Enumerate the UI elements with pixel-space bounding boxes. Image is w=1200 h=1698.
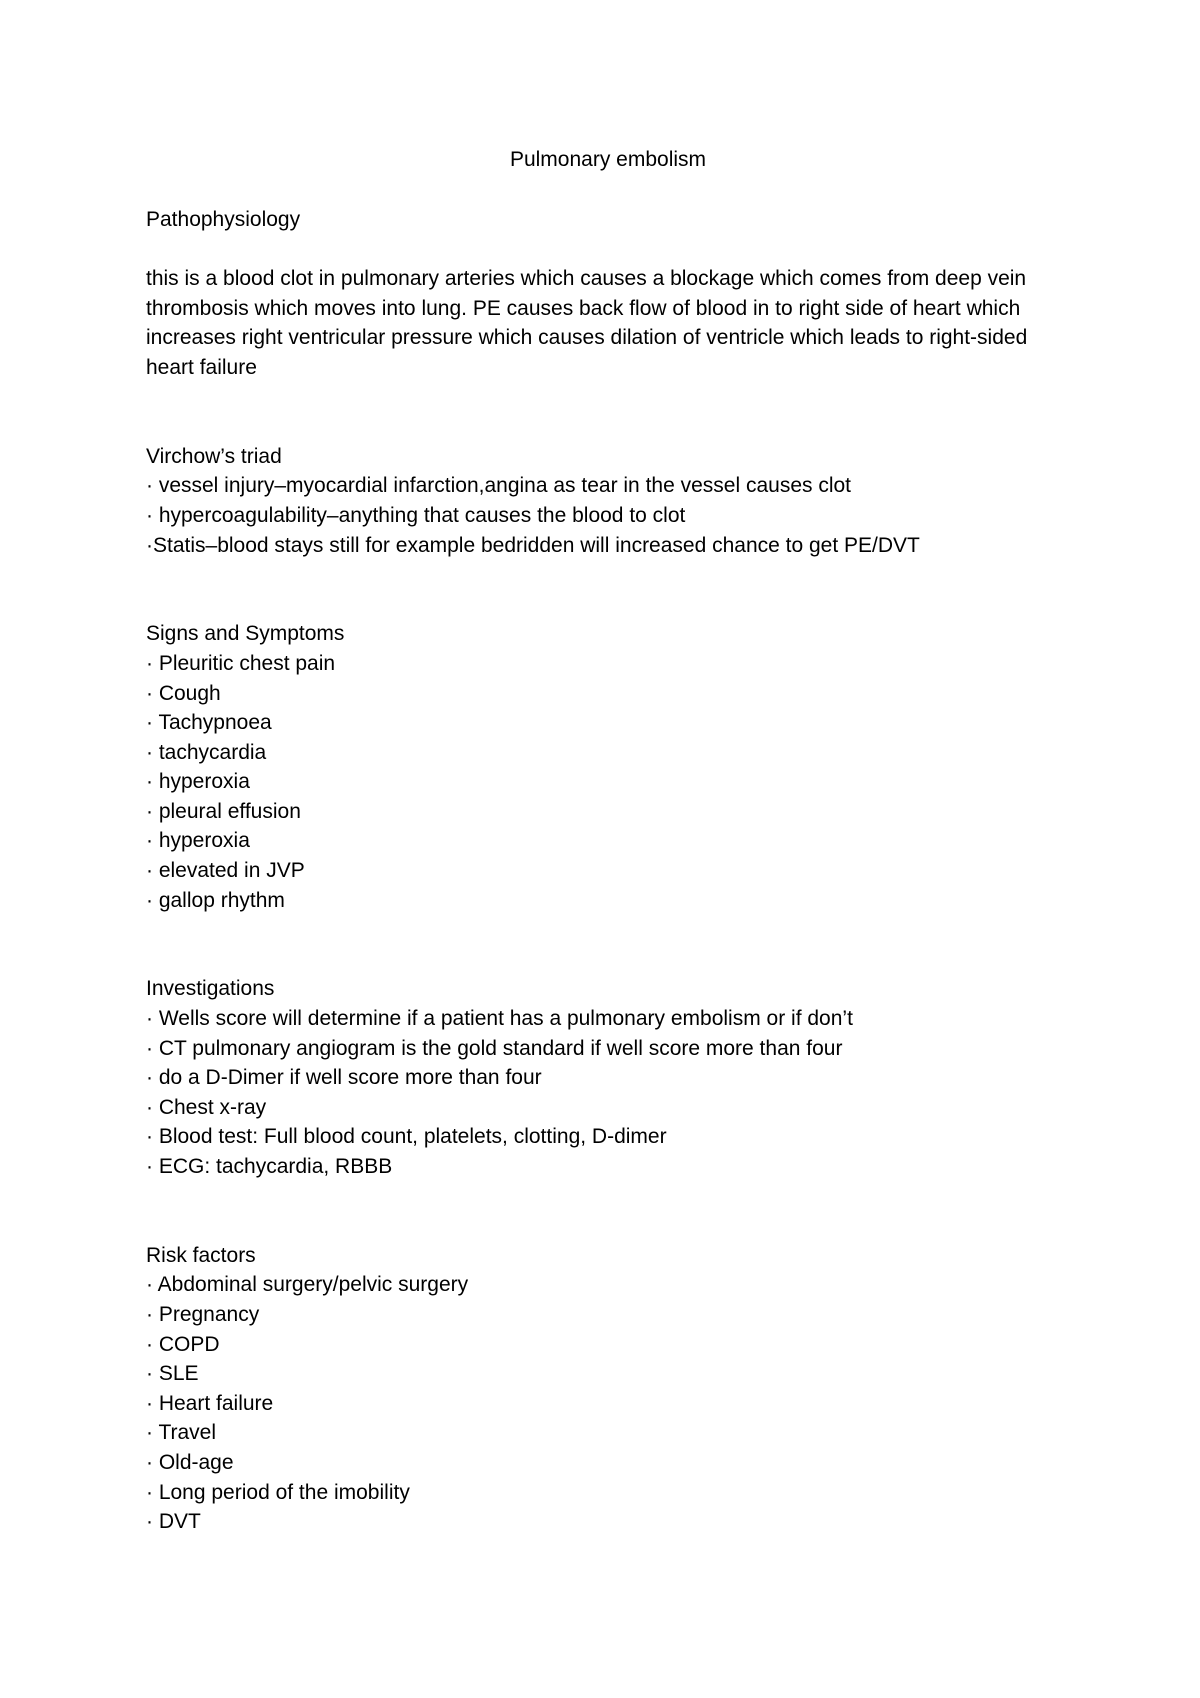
investigations-item: · Blood test: Full blood count, platelets, clotting, D-dimer [146, 1125, 667, 1149]
spacer [146, 560, 1076, 619]
signs-heading: Signs and Symptoms [146, 622, 345, 646]
risk-factor-item: · Pregnancy [146, 1302, 260, 1326]
investigations-item: · CT pulmonary angiogram is the gold standard if well score more than four [146, 1036, 843, 1060]
risk-factor-item: · Heart failure [146, 1391, 274, 1415]
signs-list [146, 649, 1076, 915]
risk-factor-item: · Travel [146, 1421, 217, 1445]
signs-item: · tachycardia [146, 740, 267, 764]
risk-factor-item: · COPD [146, 1332, 220, 1356]
risk-factor-item: · Abdominal surgery/pelvic surgery [146, 1273, 469, 1297]
spacer [146, 915, 1076, 974]
virchow-heading: Virchow’s triad [146, 444, 282, 468]
signs-item: · hyperoxia [146, 770, 250, 794]
pathophysiology-heading: Pathophysiology [146, 208, 301, 231]
risk-factor-item: · SLE [146, 1362, 199, 1386]
risk-factors-list [146, 1270, 1076, 1536]
investigations-list [146, 1004, 1076, 1182]
document-title: Pulmonary embolism [509, 148, 707, 171]
document-body [146, 205, 1076, 1537]
virchow-item: · vessel injury–myocardial infarction,angina as tear in the vessel causes clot [146, 474, 852, 498]
risk-factor-item: · Long period of the imobility [146, 1480, 410, 1504]
spacer [146, 235, 1076, 265]
risk-factors-heading: Risk factors [146, 1243, 256, 1267]
investigations-item: · ECG: tachycardia, RBBB [146, 1155, 393, 1178]
investigations-item: · Wells score will determine if a patient has a pulmonary embolism or if don’t [146, 1007, 853, 1031]
investigations-item: · Chest x-ray [146, 1095, 267, 1119]
signs-item: · gallop rhythm [146, 888, 285, 912]
virchow-item: ·Statis–blood stays still for example bedridden will increased chance to get PE/DVT [146, 533, 920, 557]
signs-item: · Tachypnoea [146, 711, 272, 735]
virchow-list [146, 471, 1076, 560]
virchow-item: · hypercoagulability–anything that causes the blood to clot [146, 503, 686, 527]
signs-item: · hyperoxia [146, 829, 250, 853]
pathophysiology-paragraph: this is a blood clot in pulmonary arteries which causes a blockage which comes from deep vein thrombosis which moves into lung. PE causes back flow of blood in to right side of heart which increases right ventricular pressure which causes dilation of ventricle which leads to right-sided heart failure [146, 267, 1028, 379]
signs-item: · pleural effusion [146, 799, 301, 823]
investigations-item: · do a D-Dimer if well score more than four [146, 1066, 542, 1090]
risk-factor-item: · DVT [146, 1510, 201, 1534]
signs-item: · Pleuritic chest pain [146, 651, 336, 675]
signs-item: · Cough [146, 681, 221, 705]
risk-factor-item: · Old-age [146, 1450, 234, 1474]
investigations-heading: Investigations [146, 977, 275, 1001]
signs-item: · elevated in JVP [146, 859, 305, 883]
spacer [146, 383, 1076, 442]
spacer [146, 1182, 1076, 1241]
